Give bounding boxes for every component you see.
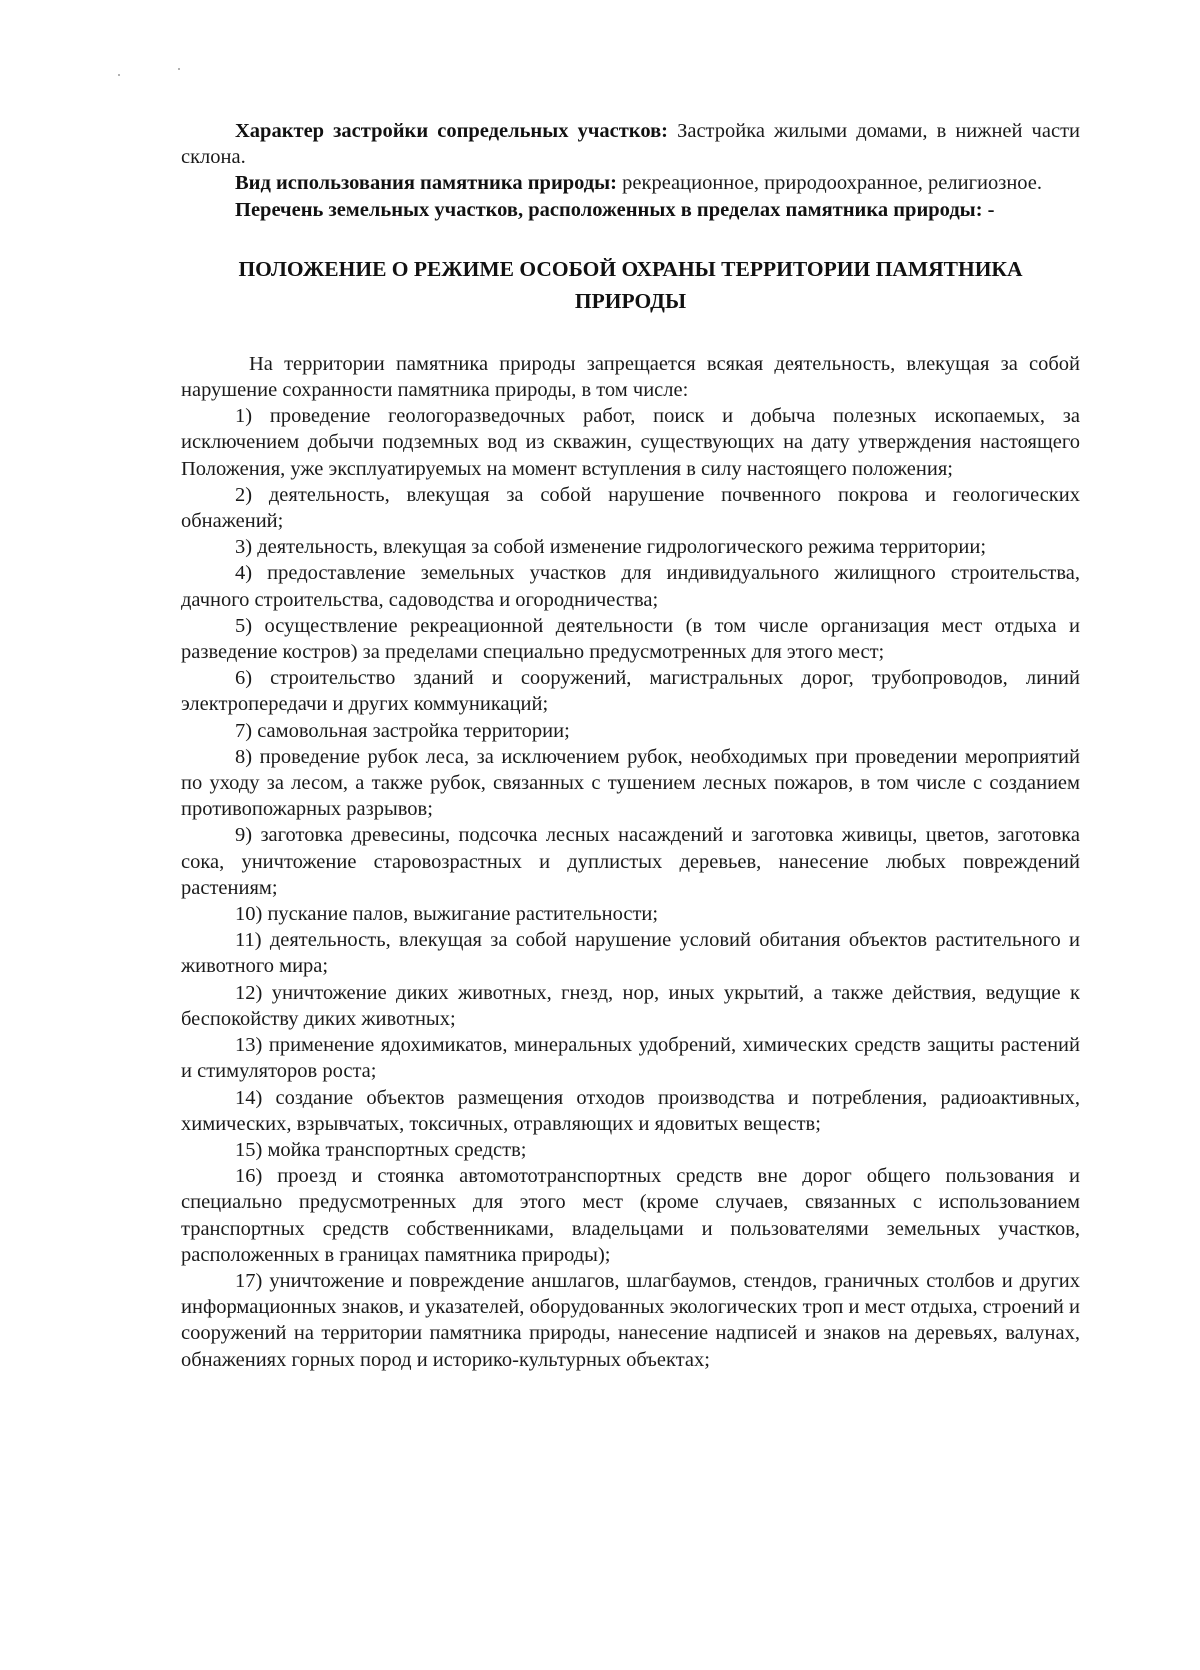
list-item: 15) мойка транспортных средств; [235, 1138, 527, 1161]
field-value: рекреационное, природоохранное, религиозное. [617, 172, 1043, 195]
list-item: 1) проведение геологоразведочных работ, поиск и добыча полезных ископаемых, за исключением добычи подземных вод из скважин, существующих на дату утверждения настоящего Положения, уже эксплуатируемых на момент вступления в силу настоящего положения; [181, 405, 1080, 480]
field-usage-type [181, 170, 1080, 196]
list-item: 4) предоставление земельных участков для индивидуального жилищного строительства, дачного строительства, садоводства и огородничества; [181, 562, 1080, 611]
field-label: Перечень земельных участков, расположенных в пределах памятника природы: - [235, 198, 995, 221]
field-label: Вид использования памятника природы: [235, 172, 618, 195]
list-item: 2) деятельность, влекущая за собой нарушение почвенного покрова и геологических обнажений; [181, 483, 1080, 533]
list-item: 12) уничтожение диких животных, гнезд, нор, иных укрытий, а также действия, ведущие к беспокойству диких животных; [181, 981, 1080, 1030]
list-item: 16) проезд и стоянка автомототранспортных средств вне дорог общего пользования и специально предусмотренных для этого мест (кроме случаев, связанных с использованием транспортных средств собственниками, владельцами и пользователями земельных участков, расположенных в границах памятника природы); [181, 1165, 1080, 1266]
list-item: 9) заготовка древесины, подсочка лесных насаждений и заготовка живицы, цветов, заготовка сока, уничтожение старовозрастных и дуплистых деревьев, нанесение любых повреждений растениям; [181, 824, 1080, 899]
list-item: 10) пускание палов, выжигание растительности; [235, 903, 659, 926]
list-item: 13) применение ядохимикатов, минеральных удобрений, химических средств защиты растений и стимуляторов роста; [181, 1034, 1080, 1083]
scan-speck [118, 74, 120, 76]
field-value: Застройка жилыми домами, в нижней части склона. [181, 120, 1080, 169]
list-item: 3) деятельность, влекущая за собой изменение гидрологического режима территории; [235, 536, 987, 559]
field-label: Характер застройки сопредельных участков: [235, 120, 668, 142]
list-item: 6) строительство зданий и сооружений, магистральных дорог, трубопроводов, линий электропередачи и других коммуникаций; [181, 667, 1080, 716]
list-item: 7) самовольная застройка территории; [235, 719, 570, 742]
document-page [181, 118, 1080, 1373]
list-item: 8) проведение рубок леса, за исключением рубок, необходимых при проведении мероприятий по уходу за лесом, а также рубок, связанных с тушением лесных пожаров, в том числе с созданием противопожарных разрывов; [181, 745, 1080, 821]
field-neighbor-development [181, 118, 1080, 170]
list-item: 17) уничтожение и повреждение аншлагов, шлагбаумов, стендов, граничных столбов и других информационных знаков, и указателей, оборудованных экологических троп и мест отдыха, строений и сооружений на территории памятника природы, нанесение надписей и знаков на деревьях, валунах, обнажениях горных пород и историко-культурных объектах; [181, 1269, 1080, 1371]
section-title: ПОЛОЖЕНИЕ О РЕЖИМЕ ОСОБОЙ ОХРАНЫ ТЕРРИТОРИИ ПАМЯТНИКА ПРИРОДЫ [238, 256, 1023, 313]
list-item: 14) создание объектов размещения отходов производства и потребления, радиоактивных, химических, взрывчатых, токсичных, отравляющих и ядовитых веществ; [181, 1086, 1080, 1135]
field-land-plots [181, 197, 1080, 223]
list-item: 5) осуществление рекреационной деятельности (в том числе организация мест отдыха и разведение костров) за пределами специально предусмотренных для этого мест; [181, 614, 1080, 664]
list-item: 11) деятельность, влекущая за собой нарушение условий обитания объектов растительного и животного мира; [181, 929, 1080, 978]
intro-paragraph: На территории памятника природы запрещается всякая деятельность, влекущая за собой нарушение сохранности памятника природы, в том числе: [181, 352, 1080, 402]
scan-speck [178, 68, 180, 70]
